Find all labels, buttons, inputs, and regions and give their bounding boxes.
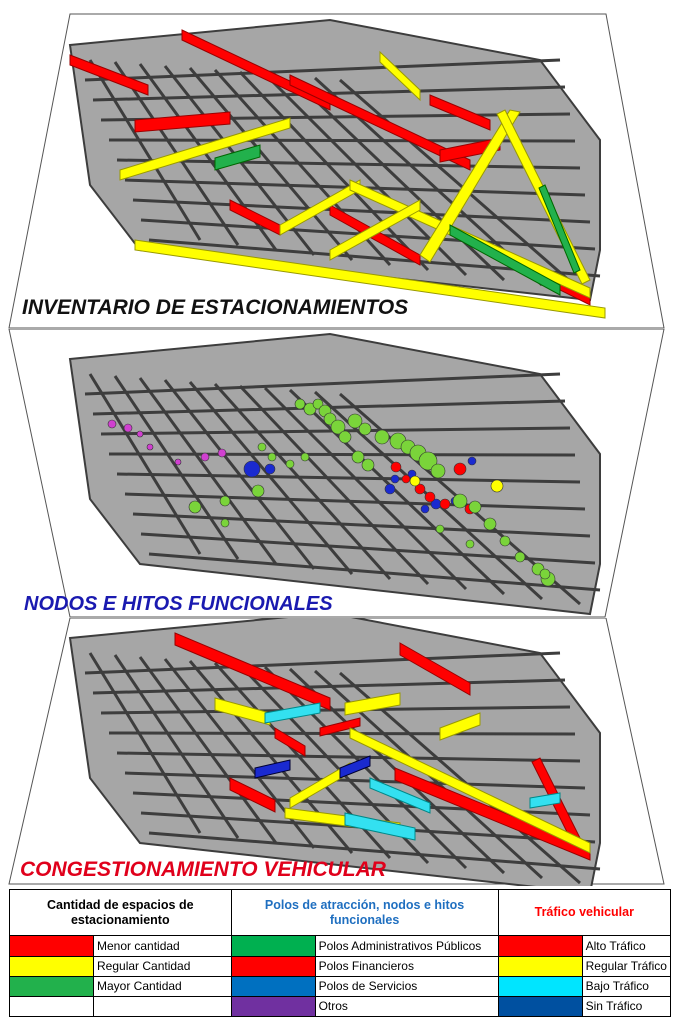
legend-table — [9, 889, 671, 1017]
street-line — [109, 454, 575, 455]
node-marker-magenta — [175, 459, 181, 465]
node-marker-lime — [436, 525, 444, 533]
node-marker-lime — [375, 430, 389, 444]
legend-swatch — [10, 956, 94, 976]
legend-header-nodes — [231, 890, 498, 936]
legend-header-parking-text: Cantidad de espacios de estacionamiento — [46, 897, 194, 927]
legend-label: Menor cantidad — [94, 936, 232, 956]
legend-swatch — [231, 956, 315, 976]
legend-swatch — [498, 996, 582, 1016]
node-marker-lime — [431, 464, 445, 478]
legend-swatch — [498, 936, 582, 956]
node-marker-red — [402, 475, 410, 483]
node-marker-magenta — [108, 420, 116, 428]
legend-swatch — [10, 936, 94, 956]
legend-swatch — [231, 936, 315, 956]
node-marker-red — [425, 492, 435, 502]
legend-label: Polos de Servicios — [315, 976, 498, 996]
node-marker-magenta — [147, 444, 153, 450]
node-marker-lime — [286, 460, 294, 468]
node-marker-lime — [453, 494, 467, 508]
map-traffic-congestion — [0, 618, 673, 886]
legend-label: Polos Administrativos Públicos — [315, 936, 498, 956]
map-functional-nodes — [0, 329, 673, 619]
legend-swatch — [231, 996, 315, 1016]
node-marker-blue — [468, 457, 476, 465]
panel-title: NODOS E HITOS FUNCIONALES — [24, 593, 333, 615]
legend-header-parking — [10, 890, 232, 936]
legend-header-nodes-text: Polos de atracción, nodos e hitos funcionales — [264, 897, 465, 927]
node-marker-lime — [220, 496, 230, 506]
legend-label: Otros — [315, 996, 498, 1016]
node-marker-magenta — [137, 431, 143, 437]
legend-label: Regular Tráfico — [582, 956, 670, 976]
legend-label: Regular Cantidad — [94, 956, 232, 976]
legend-label: Sin Tráfico — [582, 996, 670, 1016]
legend-label: Mayor Cantidad — [94, 976, 232, 996]
node-marker-lime — [268, 453, 276, 461]
legend-swatch — [498, 976, 582, 996]
node-marker-yellow — [410, 476, 420, 486]
node-marker-lime — [515, 552, 525, 562]
node-marker-yellow — [491, 480, 503, 492]
node-marker-lime — [301, 453, 309, 461]
map-parking-inventory — [0, 0, 673, 330]
node-marker-red — [440, 499, 450, 509]
node-marker-lime — [221, 519, 229, 527]
node-marker-lime — [359, 423, 371, 435]
node-marker-lime — [252, 485, 264, 497]
node-marker-magenta — [218, 449, 226, 457]
legend-header-traffic-text: Tráfico vehicular — [534, 905, 634, 920]
node-marker-lime — [540, 569, 550, 579]
node-marker-lime — [469, 501, 481, 513]
node-marker-lime — [258, 443, 266, 451]
node-marker-lime — [339, 431, 351, 443]
street-line — [109, 140, 575, 141]
node-marker-lime — [362, 459, 374, 471]
street-line — [109, 733, 575, 734]
legend-label: Alto Tráfico — [582, 936, 670, 956]
legend-label-empty — [94, 996, 232, 1016]
node-marker-lime — [295, 399, 305, 409]
legend-header-traffic — [498, 890, 670, 936]
node-marker-magenta — [201, 453, 209, 461]
node-marker-red — [454, 463, 466, 475]
legend-swatch — [10, 976, 94, 996]
node-marker-magenta — [124, 424, 132, 432]
node-marker-blue — [244, 461, 260, 477]
node-marker-lime — [500, 536, 510, 546]
panel-functional-nodes — [0, 329, 673, 619]
node-marker-lime — [484, 518, 496, 530]
node-marker-blue — [421, 505, 429, 513]
node-marker-red — [391, 462, 401, 472]
legend-label: Bajo Tráfico — [582, 976, 670, 996]
legend-swatch-empty — [10, 996, 94, 1016]
node-marker-lime — [466, 540, 474, 548]
panel-parking-inventory — [0, 0, 673, 330]
node-marker-blue — [385, 484, 395, 494]
panel-title: CONGESTIONAMIENTO VEHICULAR — [20, 858, 386, 881]
legend-label: Polos Financieros — [315, 956, 498, 976]
panel-traffic-congestion — [0, 618, 673, 886]
node-marker-blue — [265, 464, 275, 474]
panel-title: INVENTARIO DE ESTACIONAMIENTOS — [22, 296, 409, 319]
legend-swatch — [498, 956, 582, 976]
node-marker-lime — [352, 451, 364, 463]
node-marker-blue — [391, 475, 399, 483]
legend-swatch — [231, 976, 315, 996]
node-marker-lime — [189, 501, 201, 513]
